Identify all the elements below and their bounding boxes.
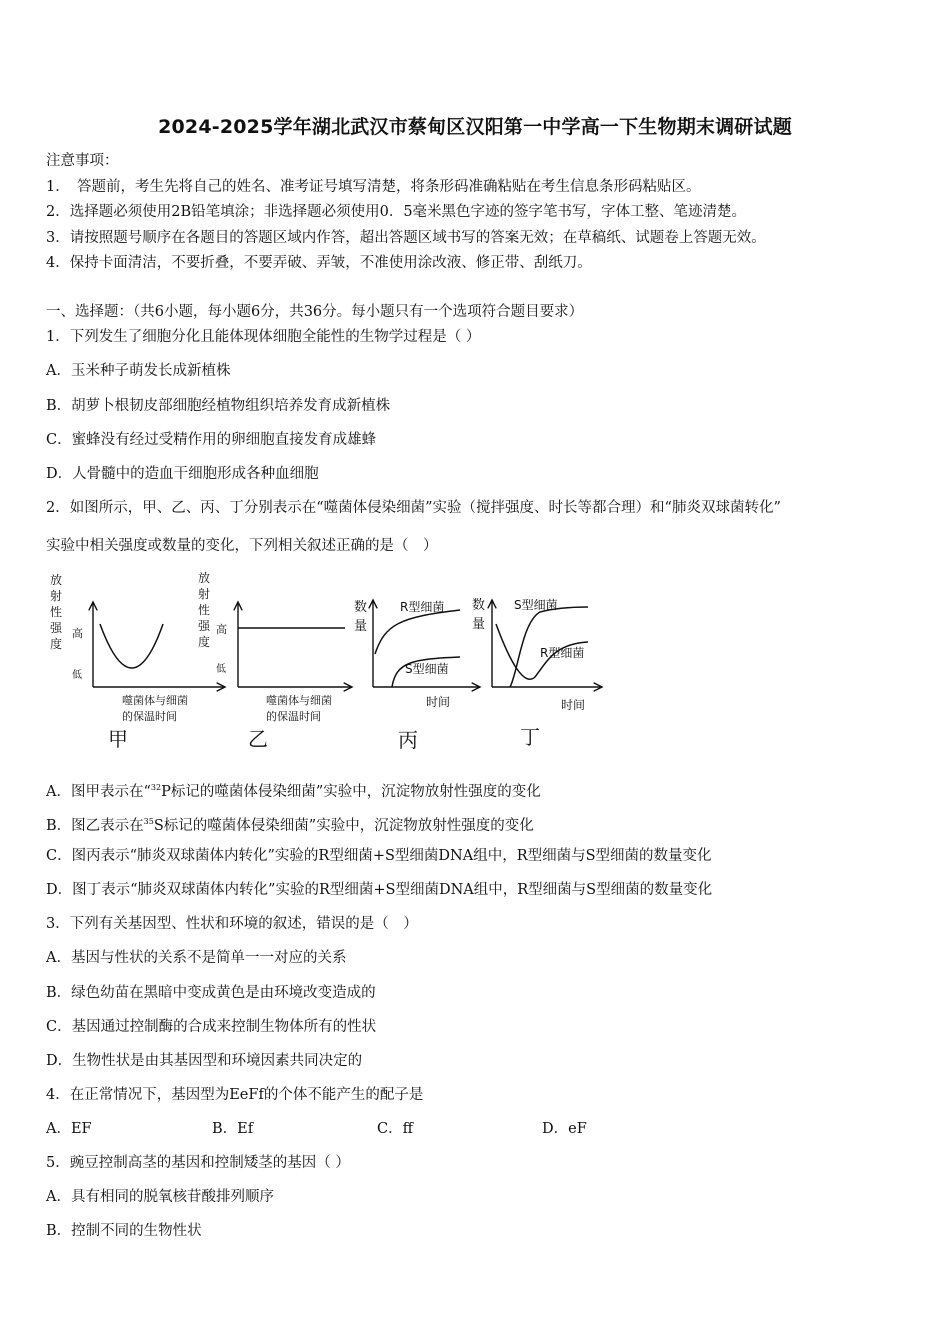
jia-ylabel-5: 度 [50, 637, 63, 651]
yi-high-label: 高 [216, 623, 227, 636]
ding-ylabel-2: 量 [472, 617, 486, 632]
q1-option-c: C．蜜蜂没有经过受精作用的卵细胞直接发育成雄蜂 [46, 432, 377, 448]
q3-option-b: B．绿色幼苗在黑暗中变成黄色是由环境改变造成的 [46, 985, 376, 1001]
yi-low-label: 低 [216, 664, 226, 675]
jia-curve [100, 624, 163, 668]
q4-option-d: D．eF [542, 1121, 587, 1137]
q2-option-b: B．图乙表示在$^{35}$S标记的噬菌体侵染细菌”实验中，沉淀物放射性强度的变化 [46, 817, 534, 834]
jia-ylabel-3: 性 [50, 605, 63, 619]
bing-curve-r [375, 610, 460, 654]
q1-stem: 1．下列发生了细胞分化且能体现体细胞全能性的生物学过程是（ ） [46, 329, 481, 345]
q4-option-c: C．ff [377, 1121, 413, 1137]
q2-option-a: A．图甲表示在“$^{32}$P标记的噬菌体侵染细菌”实验中，沉淀物放射性强度的变化 [46, 783, 541, 800]
bing-xlabel: 时间 [426, 695, 451, 709]
q4-option-a: A．EF [46, 1121, 92, 1137]
q2-option-d: D．图丁表示“肺炎双球菌体内转化”实验的R型细菌+S型细菌DNA组中，R型细菌与S型细菌的数量变化 [46, 882, 713, 898]
ding-name: 丁 [520, 725, 540, 749]
jia-ylabel-1: 放 [50, 573, 63, 587]
yi-xlabel-2: 的保温时间 [266, 710, 321, 723]
jia-low-label: 低 [72, 670, 82, 681]
q3-option-d: D．生物性状是由其基因型和环境因素共同决定的 [46, 1053, 363, 1069]
graph-bing [354, 599, 480, 752]
q2-stem-line1: 2．如图所示，甲、乙、丙、丁分别表示在“噬菌体侵染细菌”实验（搅拌强度、时长等都合理）和“肺炎双球菌转化” [46, 500, 781, 516]
notice-item-2: 2．选择题必须使用2B铅笔填涂；非选择题必须使用0．5毫米黑色字迹的签字笔书写，字体工整、笔迹清楚。 [46, 204, 747, 220]
notice-item-4: 4．保持卡面清洁，不要折叠，不要弄破、弄皱，不准使用涂改液、修正带、刮纸刀。 [46, 255, 592, 271]
q1-option-d: D．人骨髓中的造血干细胞形成各种血细胞 [46, 466, 319, 482]
page-title: 2024-2025学年湖北武汉市蔡甸区汉阳第一中学高一下生物期末调研试题 [158, 116, 792, 138]
yi-name: 乙 [248, 727, 268, 751]
ding-label-s: S型细菌 [514, 598, 558, 612]
jia-high-label: 高 [72, 627, 83, 640]
q3-option-c: C．基因通过控制酶的合成来控制生物体所有的性状 [46, 1019, 377, 1035]
ding-ylabel-1: 数 [472, 598, 486, 613]
yi-ylabel-3: 性 [198, 603, 211, 617]
q4-option-b: B．Ef [212, 1121, 254, 1137]
q5-option-b: B．控制不同的生物性状 [46, 1223, 202, 1239]
q2-option-c: C．图丙表示“肺炎双球菌体内转化”实验的R型细菌+S型细菌DNA组中，R型细菌与S型细菌的数量变化 [46, 848, 712, 864]
jia-ylabel-2: 射 [50, 589, 63, 603]
q1-option-a: A．玉米种子萌发长成新植株 [46, 363, 231, 379]
graph-ding [472, 597, 602, 749]
q2-stem-line2: 实验中相关强度或数量的变化，下列相关叙述正确的是（ ） [46, 538, 438, 554]
yi-ylabel-1: 放 [198, 571, 211, 585]
q3-stem: 3．下列有关基因型、性状和环境的叙述，错误的是（ ） [46, 916, 418, 932]
yi-ylabel-4: 强 [198, 619, 211, 633]
q3-option-a: A．基因与性状的关系不是简单一一对应的关系 [46, 950, 347, 966]
bing-label-r: R型细菌 [400, 600, 445, 614]
notice-item-1: 1． 答题前，考生先将自己的姓名、准考证号填写清楚，将条形码准确粘贴在考生信息条形码粘贴区。 [46, 179, 701, 195]
graph-yi [198, 571, 352, 751]
yi-xlabel-1: 噬菌体与细菌 [266, 694, 332, 707]
section-heading: 一、选择题：（共6小题，每小题6分，共36分。每小题只有一个选项符合题目要求） [46, 304, 584, 320]
yi-ylabel-5: 度 [198, 635, 211, 649]
jia-ylabel-4: 强 [50, 621, 63, 635]
bing-ylabel-2: 量 [354, 619, 368, 634]
jia-xlabel-1: 噬菌体与细菌 [122, 694, 188, 707]
bing-ylabel-1: 数 [354, 600, 368, 615]
bing-label-s: S型细菌 [405, 662, 449, 676]
q2-figure [40, 562, 620, 762]
q5-stem: 5．豌豆控制高茎的基因和控制矮茎的基因（ ） [46, 1155, 350, 1171]
notice-heading: 注意事项： [46, 153, 119, 169]
jia-xlabel-2: 的保温时间 [122, 710, 177, 723]
q5-option-a: A．具有相同的脱氧核苷酸排列顺序 [46, 1189, 274, 1205]
ding-xlabel: 时间 [561, 698, 586, 712]
yi-ylabel-2: 射 [198, 587, 211, 601]
ding-label-r: R型细菌 [540, 646, 585, 660]
notice-item-3: 3．请按照题号顺序在各题目的答题区域内作答，超出答题区域书写的答案无效；在草稿纸、试题卷上答题无效。 [46, 230, 766, 246]
q1-option-b: B．胡萝卜根韧皮部细胞经植物组织培养发育成新植株 [46, 398, 391, 414]
jia-name: 甲 [108, 727, 128, 751]
bing-name: 丙 [398, 728, 418, 752]
q4-stem: 4．在正常情况下，基因型为EeFf的个体不能产生的配子是 [46, 1087, 424, 1103]
